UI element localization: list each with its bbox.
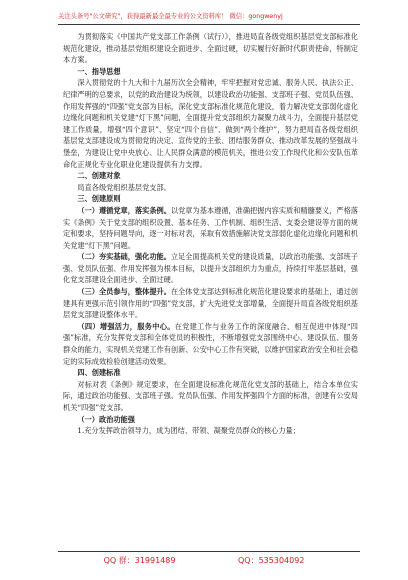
principle-4 bbox=[63, 321, 358, 367]
section-4-paragraph: 对标对表《条例》规定要求，在全面建设标准化规范化党支部的基础上，结合本单位实际，通过政治功能强、支部班子强、党员队伍强、作用发挥强四个方面的标准，创建有公安局机关“四强”党支部。 bbox=[63, 379, 358, 412]
standard-1-title: （一）政治功能强 bbox=[77, 414, 135, 424]
principle-1-title: （一）遵循党章，落实条例。 bbox=[77, 205, 171, 215]
section-2-paragraph: 局直各级党组织基层党支部。 bbox=[77, 182, 171, 192]
section-1-paragraph: 深入贯彻党的十九大和十九届历次全会精神，牢牢把握对党忠诚、服务人民、执法公正、纪律严明的总要求，以党的政治建设为统领，以建设政治功能强、支部班子强、党员队伍强、作用发挥强的“四强”党支部为目标，深化党支部标准化规范化建设，着力解决党支部弱化虚化边缘化问题和机关党建“灯下黑”问题，全面提升党支部组织力凝聚力战斗力，全面提升基层党建工作质量，增强“四个意识”、坚定“四个自信”、做到“两个维护”，努力把局直各级党组织基层党支部建设成为贯彻党的决定、宣传党的主张、团结服务群众、推动改革发展的坚强战斗堡垒，为建设让党中央放心、让人民群众满意的模范机关，推进公安工作现代化和公安队伍革命化正规化专业化职业化建设提供有力支撑。 bbox=[63, 78, 358, 169]
section-2-title: 二、创建对象 bbox=[77, 171, 121, 181]
page-header: 关注头条号"公文研究"，获得最新最全最专业的公文资料库！ 微信：gongwenyj bbox=[58, 13, 283, 20]
principle-1-text: 以党章为基本遵循，准确把握内容实质和精髓要义，严格落实《条例》关于党支部的组织设置、基本任务、工作机制、组织生活、支委会建设等方面的规定和要求，坚持问题导向，逐一对标对表，采取有效措施解决党支部弱化虚化边缘化问题和机关党建“灯下黑”问题。 bbox=[63, 205, 358, 250]
standard-1-item-1: 1.充分发挥政治领导力，成为团结、带领、凝聚党员群众的核心力量； bbox=[77, 426, 300, 436]
section-3-title: 三、创建原则 bbox=[77, 194, 121, 204]
section-4-title: 四、创建标准 bbox=[77, 368, 121, 378]
header-divider bbox=[58, 24, 360, 25]
principle-3 bbox=[63, 286, 358, 321]
principle-2-title: （二）夯实基础，强化功能。 bbox=[77, 252, 171, 262]
section-1-title: 一、指导思想 bbox=[77, 66, 121, 76]
footer-qq-group: QQ 群：31991489 bbox=[103, 556, 176, 565]
footer-qq: QQ：535304092 bbox=[238, 556, 305, 565]
principle-2-text: 立足全面提高机关党的建设质量，以政治功能强、支部班子强、党员队伍强、作用发挥强为根本目标，以提升支部组织力为重点，持续打牢基层基础，强化党支部建设全面进步、全面过硬。 bbox=[63, 252, 358, 285]
page-footer bbox=[0, 555, 408, 566]
document-body bbox=[63, 31, 358, 437]
footer-divider bbox=[58, 551, 360, 552]
principle-3-title: （三）全员参与，整体提升。 bbox=[77, 287, 171, 297]
principle-2 bbox=[63, 251, 358, 286]
principle-3-text: 在全体党支部达到标准化规范化建设要求的基础上，通过创建具有更强示范引领作用的“四强”党支部，扩大先进党支部增量，全面提升局直各级党组织基层党支部建设整体水平。 bbox=[63, 287, 358, 320]
intro-paragraph: 为贯彻落实《中国共产党支部工作条例（试行）》，推进局直各级党组织基层党支部标准化规范化建设，推动基层党组织建设全面进步、全面过硬，切实履行好新时代职责使命，特制定本方案。 bbox=[63, 32, 358, 65]
principle-4-text: 在党建工作与业务工作的深度融合、相互促进中体现“四强”标准，充分发挥党支部和全体党员的积极性，不断增强党支部围绕中心、建设队伍、服务群众的能力，实现机关党建工作有创新、公安中心工作有突破，以维护国家政治安全和社会稳定的实际成效检验创建活动效果。 bbox=[63, 321, 358, 366]
principle-1 bbox=[63, 205, 358, 251]
principle-4-title: （四）增强活力，服务中心。 bbox=[77, 321, 175, 331]
